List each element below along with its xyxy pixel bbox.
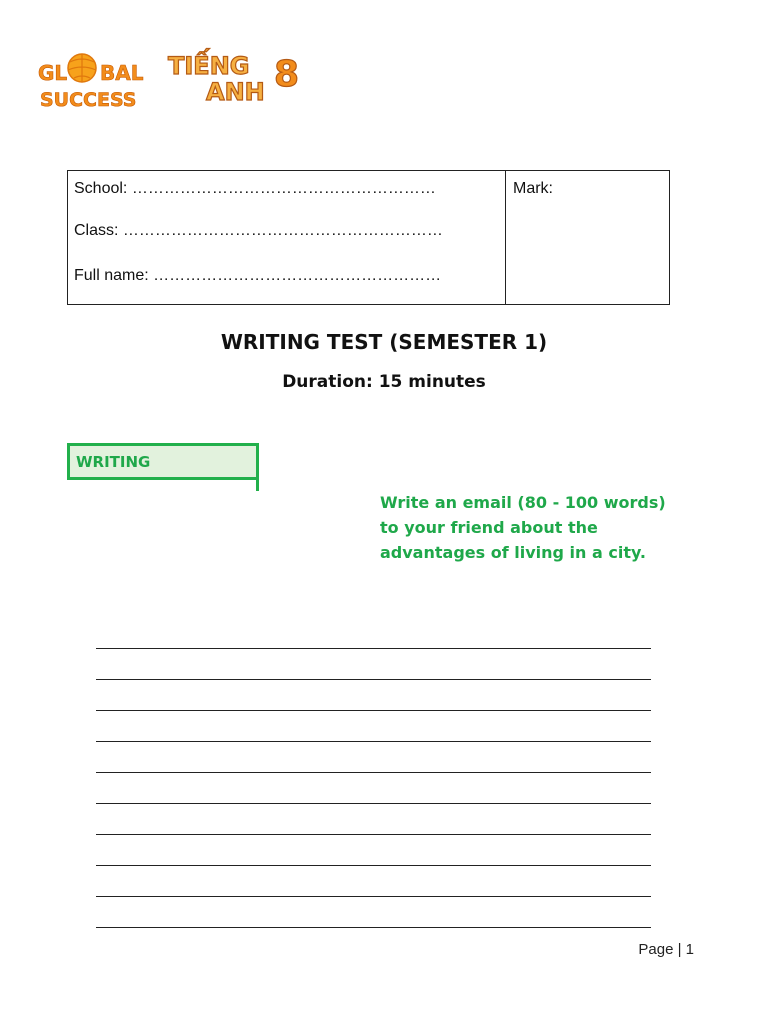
answer-line[interactable] <box>96 772 651 773</box>
mark-cell <box>506 171 669 304</box>
school-field[interactable]: School: ………………………………………………… <box>74 180 436 197</box>
svg-text:TIẾNG: TIẾNG <box>168 52 250 80</box>
section-header-accent <box>256 478 259 491</box>
svg-text:SUCCESS: SUCCESS <box>40 89 137 111</box>
answer-line[interactable] <box>96 648 651 649</box>
svg-text:BAL: BAL <box>100 61 144 85</box>
answer-line[interactable] <box>96 896 651 897</box>
global-success-logo <box>34 50 144 112</box>
mark-label: Mark: <box>513 180 553 197</box>
writing-prompt: Write an email (80 - 100 words) to your friend about the advantages of living in a city. <box>380 493 666 562</box>
svg-text:8: 8 <box>274 54 300 95</box>
answer-line[interactable] <box>96 927 651 928</box>
student-info-table <box>67 170 670 305</box>
answer-line[interactable] <box>96 710 651 711</box>
page-number: Page | 1 <box>638 941 694 958</box>
duration-label: Duration: 15 minutes <box>282 372 486 392</box>
answer-line[interactable] <box>96 865 651 866</box>
answer-line[interactable] <box>96 803 651 804</box>
answer-line[interactable] <box>96 834 651 835</box>
svg-text:ANH: ANH <box>206 78 265 106</box>
answer-line[interactable] <box>96 679 651 680</box>
page-title: WRITING TEST (SEMESTER 1) <box>220 330 548 354</box>
student-details-cell <box>68 171 506 304</box>
tieng-anh-8-logo <box>166 46 310 108</box>
svg-text:GL: GL <box>38 61 68 85</box>
full-name-field[interactable]: Full name: ……………………………………………… <box>74 267 442 284</box>
answer-lines[interactable] <box>96 648 651 958</box>
class-field[interactable]: Class: …………………………………………………… <box>74 222 443 239</box>
writing-section-header <box>67 443 259 480</box>
section-label: WRITING <box>76 453 151 471</box>
answer-line[interactable] <box>96 741 651 742</box>
